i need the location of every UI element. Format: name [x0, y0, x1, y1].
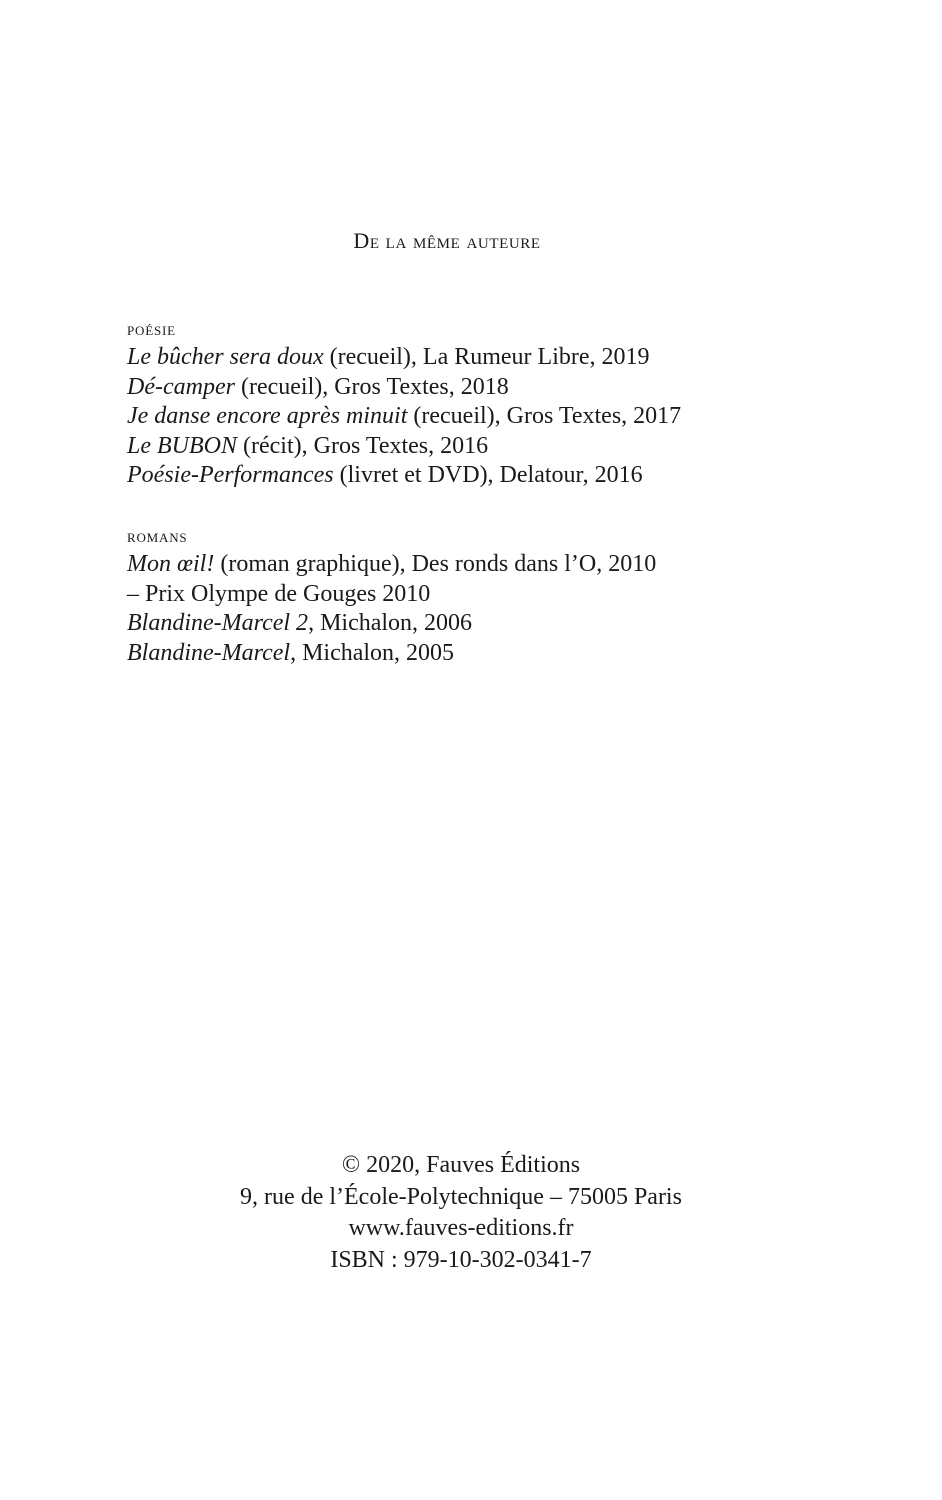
entry-title: Le BUBON [127, 432, 237, 459]
isbn-line: ISBN : 979-10-302-0341-7 [330, 1246, 592, 1273]
colophon [0, 1150, 922, 1276]
section-label: poésie [127, 319, 176, 339]
copyright-line: © 2020, Fauves Éditions [341, 1152, 581, 1178]
entry-title: Le bûcher sera doux [127, 344, 324, 370]
page-heading: De la même auteure [353, 228, 541, 253]
entry-details: (recueil), Gros Textes, 2018 [234, 373, 509, 400]
entry-details: (roman graphique), Des ronds dans l’O, 2010 [214, 551, 657, 577]
bibliography-entry [127, 550, 827, 580]
entry-details: (récit), Gros Textes, 2016 [237, 432, 489, 459]
entry-details: (livret et DVD), Delatour, 2016 [333, 462, 643, 489]
entry-title: Blandine-Marcel [127, 639, 291, 666]
section-romans [127, 523, 827, 668]
entry-title: Je danse encore après minuit [127, 403, 408, 430]
bibliography-entry [127, 373, 827, 403]
entry-title: Blandine-Marcel 2 [127, 610, 309, 637]
section-label: romans [127, 526, 188, 546]
entry-title: Poésie-Performances [127, 462, 334, 489]
bibliography-entry [127, 343, 827, 373]
publisher-website: www.fauves-editions.fr [348, 1215, 574, 1241]
entry-details: , Michalon, 2006 [308, 610, 473, 637]
bibliography-entry [127, 402, 827, 432]
entry-title: Dé-camper [127, 373, 235, 400]
entry-details: – Prix Olympe de Gouges 2010 [127, 580, 431, 607]
bibliography-entry [127, 580, 827, 610]
entry-title: Mon œil! [127, 551, 215, 577]
bibliography-entry [127, 609, 827, 639]
bibliography-entry [127, 461, 827, 491]
publisher-address: 9, rue de l’École-Polytechnique – 75005 Paris [240, 1183, 682, 1210]
bibliography-entry [127, 432, 827, 462]
bibliography-entry [127, 639, 827, 669]
section-poesie [127, 316, 827, 491]
entry-details: (recueil), Gros Textes, 2017 [407, 403, 682, 430]
entry-details: (recueil), La Rumeur Libre, 2019 [323, 344, 650, 370]
entry-details: , Michalon, 2005 [290, 639, 455, 666]
